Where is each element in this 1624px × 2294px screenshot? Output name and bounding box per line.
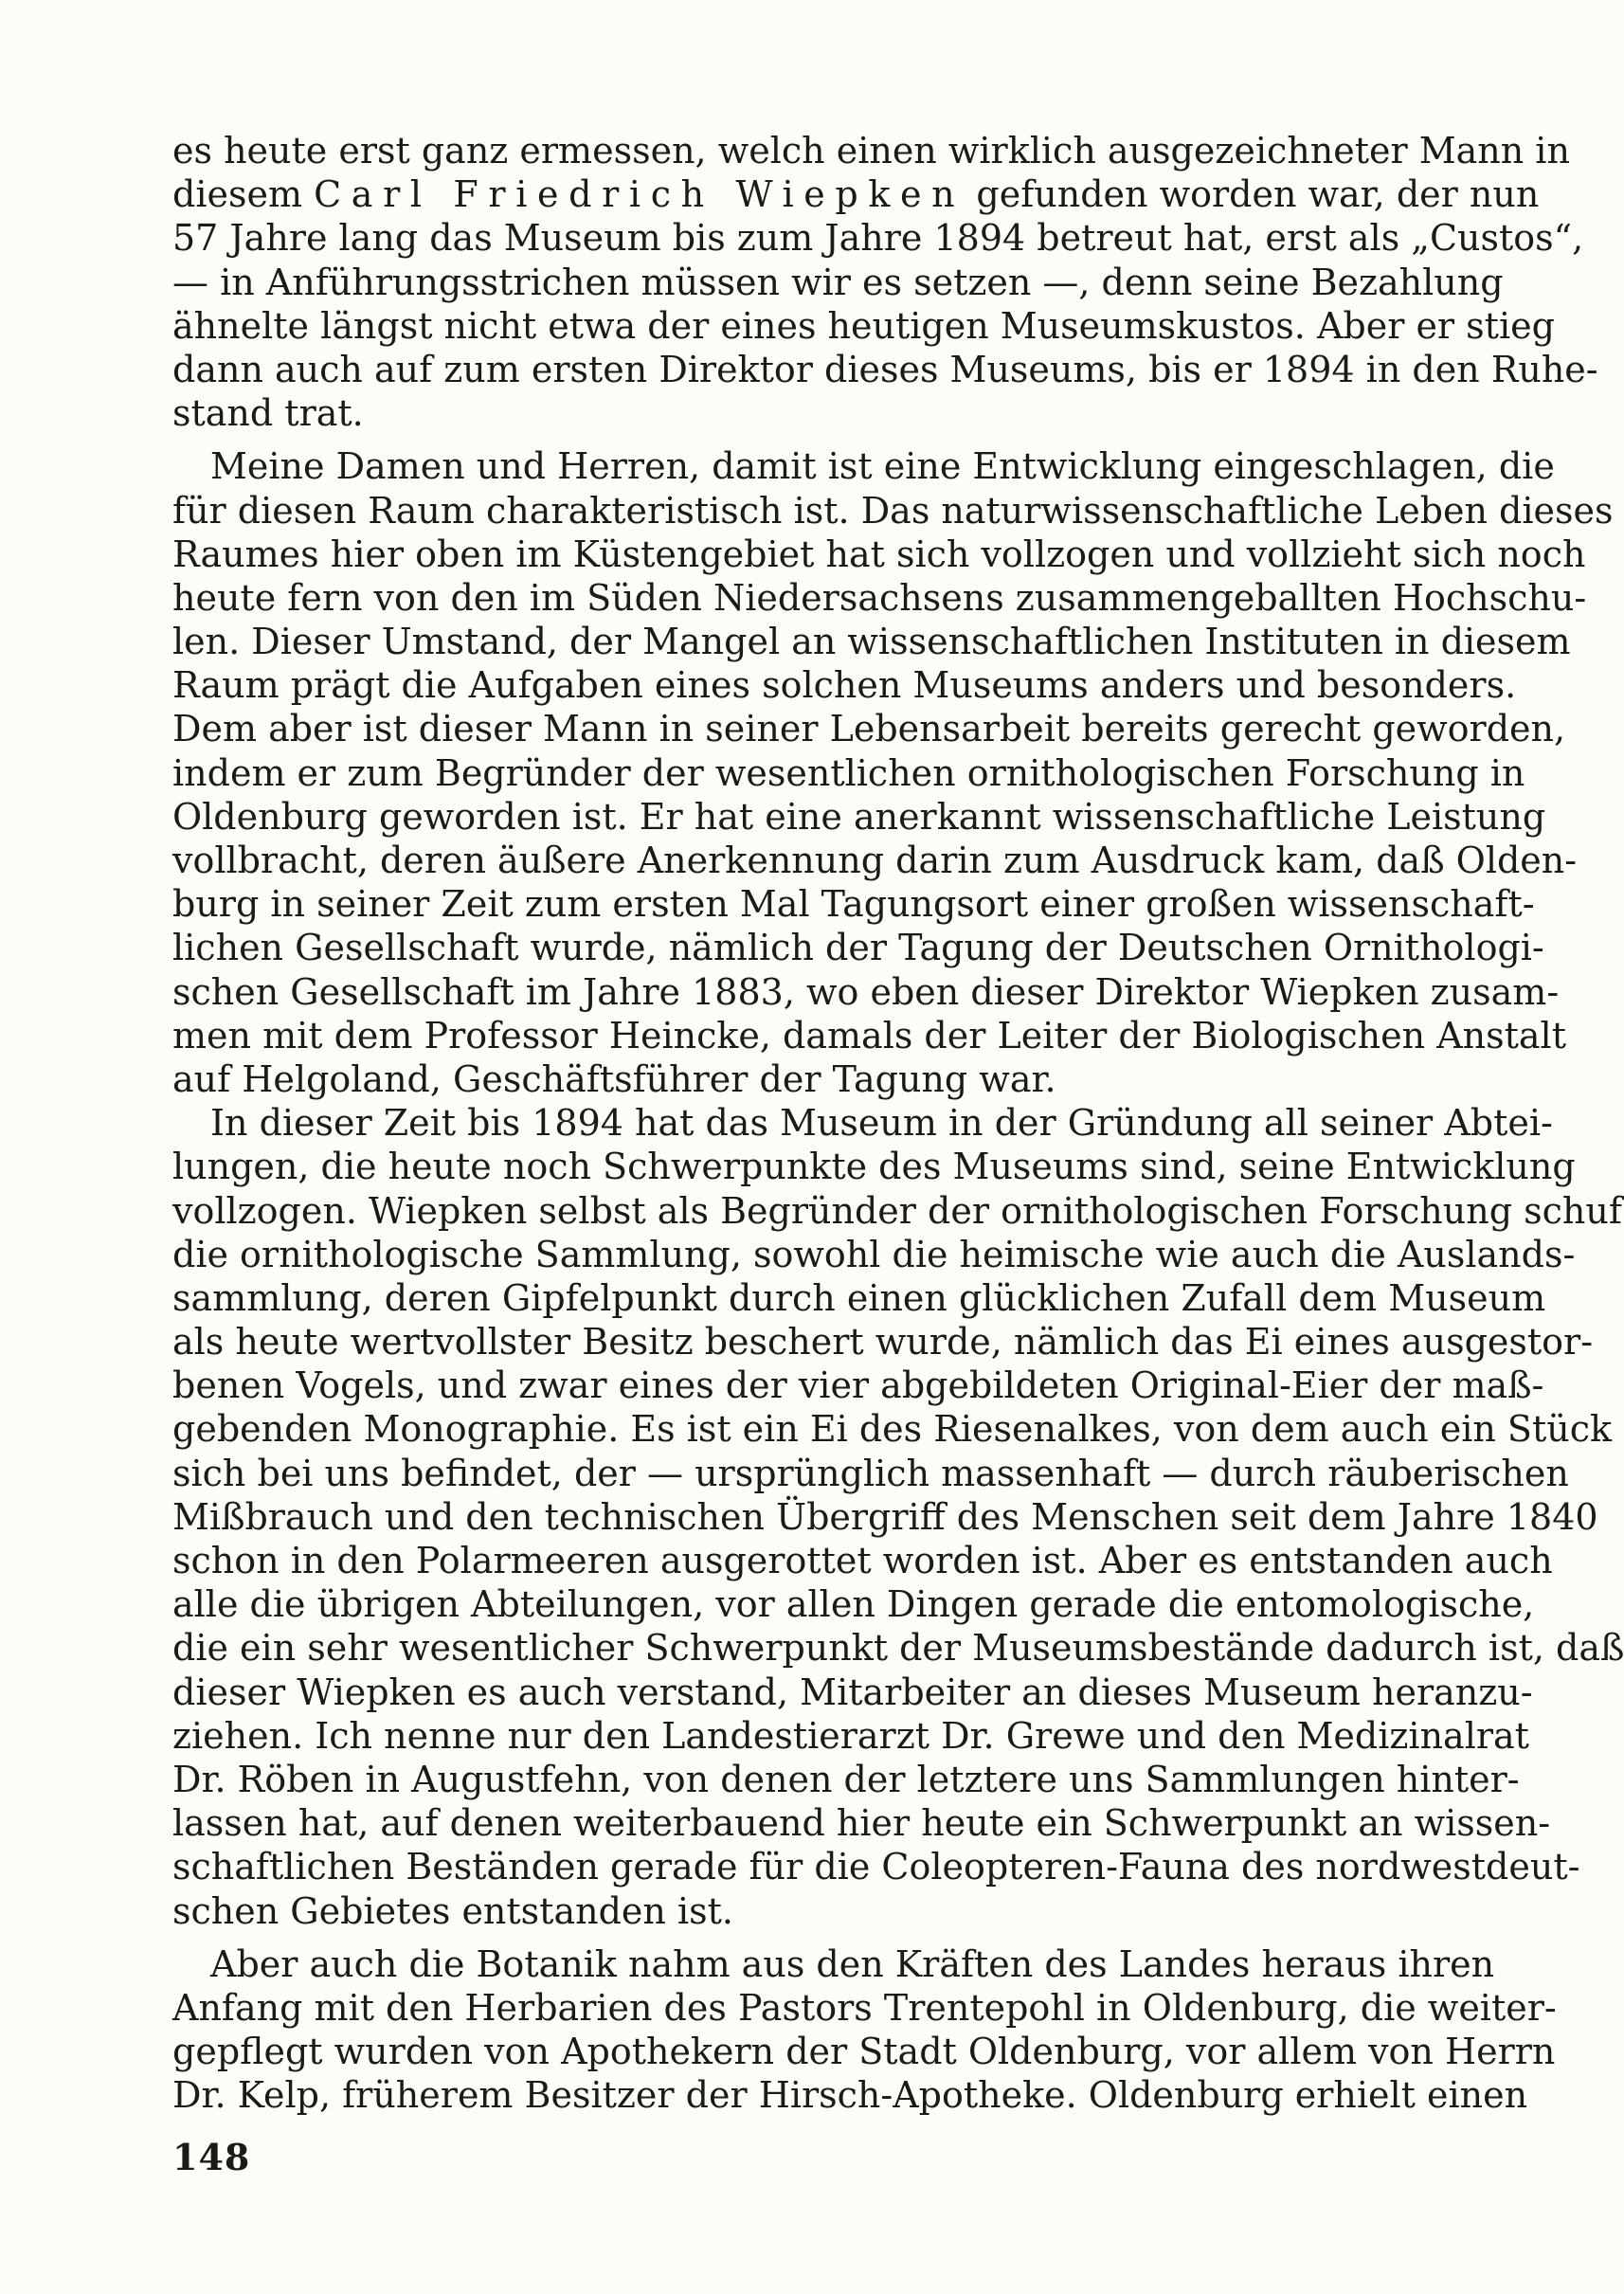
text-line: gebenden Monographie. Es ist ein Ei des Riesenalkes, von dem auch ein Stück [172, 1408, 1612, 1451]
line-part: diesem [172, 173, 315, 216]
text-line: stand trat. [172, 392, 364, 435]
paragraph-4 [172, 1942, 1557, 2118]
paragraph-2 [172, 444, 1614, 1101]
text-line: lichen Gesellschaft wurde, nämlich der Tagung der Deutschen Ornithologi- [172, 927, 1544, 969]
text-line: Aber auch die Botanik nahm aus den Kräften des Landes heraus ihren [210, 1942, 1495, 1985]
text-line: ähnelte längst nicht etwa der eines heutigen Museumskustos. Aber er stieg [172, 304, 1555, 347]
text-line: Dr. Röben in Augustfehn, von denen der letztere uns Sammlungen hinter- [172, 1758, 1520, 1800]
text-line: 57 Jahre lang das Museum bis zum Jahre 1894 betreut hat, erst als „Custos“, [172, 217, 1584, 260]
text-line: die ein sehr wesentlicher Schwerpunkt der Museumsbestände dadurch ist, daß [172, 1627, 1624, 1670]
text-line: Raumes hier oben im Küstengebiet hat sich vollzogen und vollzieht sich noch [172, 533, 1586, 575]
text-line: lungen, die heute noch Schwerpunkte des Museums sind, seine Entwicklung [172, 1146, 1576, 1188]
text-line: sich bei uns befindet, der — ursprünglich massenhaft — durch räuberischen [172, 1452, 1569, 1494]
text-line: alle die übrigen Abteilungen, vor allen Dingen gerade die entomologische, [172, 1583, 1535, 1626]
text-line: gepflegt wurden von Apothekern der Stadt Oldenburg, vor allem von Herrn [172, 2031, 1556, 2073]
text-line: für diesen Raum charakteristisch ist. Das naturwissenschaftliche Leben dieses [172, 489, 1614, 532]
text-line: benen Vogels, und zwar eines der vier abgebildeten Original-Eier der maß- [172, 1364, 1544, 1407]
text-line: burg in seiner Zeit zum ersten Mal Tagungsort einer großen wissenschaft- [172, 883, 1535, 926]
text-line: dieser Wiepken es auch verstand, Mitarbeiter an dieses Museum heranzu- [172, 1671, 1533, 1713]
text-line: Anfang mit den Herbarien des Pastors Trentepohl in Oldenburg, die weiter- [172, 1986, 1557, 2029]
text-line: schon in den Polarmeeren ausgerottet worden ist. Aber es entstanden auch [172, 1540, 1553, 1581]
person-name: Carl Friedrich Wiepken [314, 173, 965, 216]
line-part: gefunden worden war, der nun [965, 173, 1540, 216]
text-line: indem er zum Begründer der wesentlichen ornithologischen Forschung in [172, 751, 1525, 794]
text-line [172, 172, 1540, 216]
paragraph-3 [172, 1101, 1624, 1933]
text-line: als heute wertvollster Besitz beschert wurde, nämlich das Ei eines ausgestor- [172, 1321, 1594, 1364]
text-line: sammlung, deren Gipfelpunkt durch einen glücklichen Zufall dem Museum [172, 1276, 1546, 1319]
text-line: len. Dieser Umstand, der Mangel an wissenschaftlichen Instituten in diesem [172, 621, 1571, 663]
text-line: Oldenburg geworden ist. Er hat eine anerkannt wissenschaftliche Leistung [172, 795, 1546, 838]
text-line: Dem aber ist dieser Mann in seiner Lebensarbeit bereits gerecht geworden, [172, 708, 1566, 750]
text-line: men mit dem Professor Heincke, damals der Leiter der Biologischen Anstalt [172, 1014, 1566, 1057]
text-line: vollbracht, deren äußere Anerkennung darin zum Ausdruck kam, daß Olden- [172, 840, 1578, 881]
text-line: auf Helgoland, Geschäftsführer der Tagung war. [172, 1057, 1056, 1100]
text-line: es heute erst ganz ermessen, welch einen wirklich ausgezeichneter Mann in [172, 130, 1570, 172]
text-line: Mißbrauch und den technischen Übergriff des Menschen seit dem Jahre 1840 [172, 1495, 1598, 1538]
text-line: Raum prägt die Aufgaben eines solchen Museums anders und besonders. [172, 664, 1517, 707]
text-line: die ornithologische Sammlung, sowohl die heimische wie auch die Auslands- [172, 1233, 1576, 1275]
page-number: 148 [172, 2136, 251, 2178]
text-line: lassen hat, auf denen weiterbauend hier heute ein Schwerpunkt an wissen- [172, 1802, 1551, 1845]
body-text [172, 129, 1624, 2117]
text-line: ziehen. Ich nenne nur den Landestierarzt Dr. Grewe und den Medizinalrat [172, 1714, 1529, 1757]
text-line: schen Gesellschaft im Jahre 1883, wo eben dieser Direktor Wiepken zusam- [172, 970, 1560, 1013]
text-line: dann auch auf zum ersten Direktor dieses Museums, bis er 1894 in den Ruhe- [172, 348, 1598, 390]
text-line: schen Gebietes entstanden ist. [172, 1889, 733, 1932]
paragraph-1 [172, 129, 1598, 435]
text-line: In dieser Zeit bis 1894 hat das Museum in der Gründung all seiner Abtei- [210, 1102, 1553, 1145]
text-line: vollzogen. Wiepken selbst als Begründer der ornithologischen Forschung schuf [172, 1189, 1622, 1232]
text-line: schaftlichen Beständen gerade für die Coleopteren-Fauna des nordwestdeut- [172, 1846, 1580, 1888]
text-line: Dr. Kelp, früherem Besitzer der Hirsch-Apotheke. Oldenburg erhielt einen [172, 2074, 1528, 2117]
text-line: heute fern von den im Süden Niedersachsens zusammengeballten Hochschu- [172, 576, 1587, 619]
text-line: — in Anführungsstrichen müssen wir es setzen —, denn seine Bezahlung [172, 261, 1504, 303]
text-line: Meine Damen und Herren, damit ist eine Entwicklung eingeschlagen, die [210, 445, 1555, 488]
